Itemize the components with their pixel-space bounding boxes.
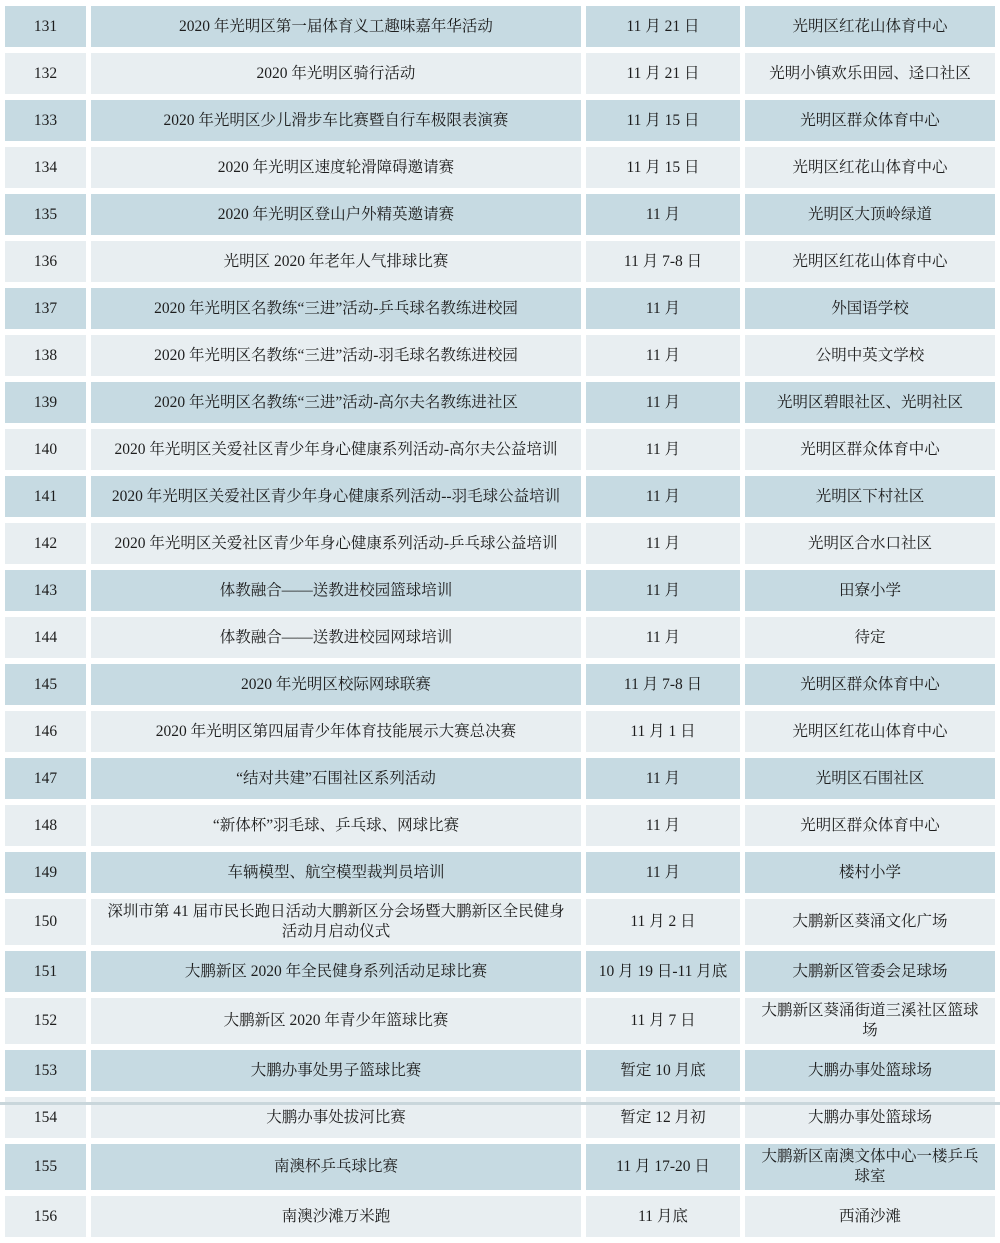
row-number-cell: 137 <box>5 288 86 329</box>
activity-cell: 大鹏办事处拔河比赛 <box>91 1097 581 1138</box>
date-cell: 11 月 <box>586 429 740 470</box>
activity-cell: 大鹏新区 2020 年全民健身系列活动足球比赛 <box>91 951 581 992</box>
activity-cell: 车辆模型、航空模型裁判员培训 <box>91 852 581 893</box>
date-cell: 11 月 17-20 日 <box>586 1144 740 1190</box>
date-cell: 11 月 <box>586 805 740 846</box>
table-row <box>5 951 995 992</box>
activity-cell: 2020 年光明区关爱社区青少年身心健康系列活动--羽毛球公益培训 <box>91 476 581 517</box>
row-number-cell: 140 <box>5 429 86 470</box>
location-cell: 光明区下村社区 <box>745 476 995 517</box>
table-row <box>5 288 995 329</box>
activity-cell: 2020 年光明区名教练“三进”活动-高尔夫名教练进社区 <box>91 382 581 423</box>
row-number-cell: 146 <box>5 711 86 752</box>
table-row <box>5 899 995 945</box>
row-number-cell: 153 <box>5 1050 86 1091</box>
date-cell: 11 月 1 日 <box>586 711 740 752</box>
row-number-cell: 141 <box>5 476 86 517</box>
activity-cell: 2020 年光明区名教练“三进”活动-羽毛球名教练进校园 <box>91 335 581 376</box>
location-cell: 大鹏新区南澳文体中心一楼乒乓球室 <box>745 1144 995 1190</box>
activity-cell: 体教融合——送教进校园网球培训 <box>91 617 581 658</box>
table-row <box>5 241 995 282</box>
row-number-cell: 150 <box>5 899 86 945</box>
table-row <box>5 53 995 94</box>
date-cell: 11 月 2 日 <box>586 899 740 945</box>
date-cell: 11 月 <box>586 758 740 799</box>
row-number-cell: 136 <box>5 241 86 282</box>
activity-cell: 体教融合——送教进校园篮球培训 <box>91 570 581 611</box>
table-row <box>5 998 995 1044</box>
row-number-cell: 134 <box>5 147 86 188</box>
table-row <box>5 852 995 893</box>
table-row <box>5 758 995 799</box>
date-cell: 11 月 7 日 <box>586 998 740 1044</box>
activity-cell: 2020 年光明区登山户外精英邀请赛 <box>91 194 581 235</box>
table-row <box>5 147 995 188</box>
activity-cell: 2020 年光明区名教练“三进”活动-乒乓球名教练进校园 <box>91 288 581 329</box>
row-number-cell: 154 <box>5 1097 86 1138</box>
location-cell: 田寮小学 <box>745 570 995 611</box>
activity-cell: 2020 年光明区第一届体育义工趣味嘉年华活动 <box>91 6 581 47</box>
activity-cell: 2020 年光明区骑行活动 <box>91 53 581 94</box>
date-cell: 10 月 19 日-11 月底 <box>586 951 740 992</box>
table-row <box>5 335 995 376</box>
row-number-cell: 143 <box>5 570 86 611</box>
location-cell: 西涌沙滩 <box>745 1196 995 1237</box>
location-cell: 大鹏新区葵涌文化广场 <box>745 899 995 945</box>
activity-cell: 大鹏办事处男子篮球比赛 <box>91 1050 581 1091</box>
row-number-cell: 135 <box>5 194 86 235</box>
date-cell: 11 月 21 日 <box>586 6 740 47</box>
date-cell: 11 月 <box>586 288 740 329</box>
row-number-cell: 138 <box>5 335 86 376</box>
activity-cell: 光明区 2020 年老年人气排球比赛 <box>91 241 581 282</box>
date-cell: 11 月 21 日 <box>586 53 740 94</box>
location-cell: 大鹏办事处篮球场 <box>745 1050 995 1091</box>
activity-cell: 深圳市第 41 届市民长跑日活动大鹏新区分会场暨大鹏新区全民健身活动月启动仪式 <box>91 899 581 945</box>
row-number-cell: 131 <box>5 6 86 47</box>
date-cell: 11 月 <box>586 335 740 376</box>
bottom-divider <box>0 1102 1000 1105</box>
activity-cell: 2020 年光明区校际网球联赛 <box>91 664 581 705</box>
location-cell: 大鹏新区管委会足球场 <box>745 951 995 992</box>
activity-cell: “结对共建”石围社区系列活动 <box>91 758 581 799</box>
row-number-cell: 144 <box>5 617 86 658</box>
date-cell: 11 月 15 日 <box>586 100 740 141</box>
table-row <box>5 194 995 235</box>
date-cell: 11 月 7-8 日 <box>586 241 740 282</box>
date-cell: 11 月 7-8 日 <box>586 664 740 705</box>
table-row <box>5 382 995 423</box>
table-row <box>5 100 995 141</box>
activity-cell: 2020 年光明区关爱社区青少年身心健康系列活动-乒乓球公益培训 <box>91 523 581 564</box>
row-number-cell: 142 <box>5 523 86 564</box>
row-number-cell: 145 <box>5 664 86 705</box>
table-row <box>5 617 995 658</box>
activities-table-body <box>5 6 995 1237</box>
date-cell: 11 月 <box>586 617 740 658</box>
date-cell: 暂定 10 月底 <box>586 1050 740 1091</box>
date-cell: 11 月 <box>586 382 740 423</box>
activity-cell: 南澳杯乒乓球比赛 <box>91 1144 581 1190</box>
table-row <box>5 429 995 470</box>
date-cell: 11 月 <box>586 570 740 611</box>
table-row <box>5 570 995 611</box>
activity-cell: 南澳沙滩万米跑 <box>91 1196 581 1237</box>
location-cell: 光明区红花山体育中心 <box>745 6 995 47</box>
table-row <box>5 711 995 752</box>
location-cell: 楼村小学 <box>745 852 995 893</box>
row-number-cell: 152 <box>5 998 86 1044</box>
date-cell: 11 月 <box>586 852 740 893</box>
location-cell: 光明区大顶岭绿道 <box>745 194 995 235</box>
location-cell: 光明区群众体育中心 <box>745 664 995 705</box>
location-cell: 光明区碧眼社区、光明社区 <box>745 382 995 423</box>
date-cell: 11 月 15 日 <box>586 147 740 188</box>
table-row <box>5 805 995 846</box>
table-row <box>5 476 995 517</box>
location-cell: 光明区红花山体育中心 <box>745 711 995 752</box>
table-row <box>5 523 995 564</box>
row-number-cell: 151 <box>5 951 86 992</box>
location-cell: 光明区群众体育中心 <box>745 805 995 846</box>
activity-cell: 2020 年光明区关爱社区青少年身心健康系列活动-高尔夫公益培训 <box>91 429 581 470</box>
date-cell: 11 月 <box>586 523 740 564</box>
table-row <box>5 1196 995 1237</box>
activity-cell: 2020 年光明区第四届青少年体育技能展示大赛总决赛 <box>91 711 581 752</box>
table-row <box>5 1144 995 1190</box>
date-cell: 11 月底 <box>586 1196 740 1237</box>
location-cell: 待定 <box>745 617 995 658</box>
activity-cell: 大鹏新区 2020 年青少年篮球比赛 <box>91 998 581 1044</box>
date-cell: 暂定 12 月初 <box>586 1097 740 1138</box>
table-row <box>5 1050 995 1091</box>
table-row <box>5 664 995 705</box>
row-number-cell: 132 <box>5 53 86 94</box>
location-cell: 公明中英文学校 <box>745 335 995 376</box>
location-cell: 大鹏新区葵涌街道三溪社区篮球场 <box>745 998 995 1044</box>
table-row <box>5 6 995 47</box>
location-cell: 光明区合水口社区 <box>745 523 995 564</box>
activity-cell: 2020 年光明区少儿滑步车比赛暨自行车极限表演赛 <box>91 100 581 141</box>
location-cell: 大鹏办事处篮球场 <box>745 1097 995 1138</box>
row-number-cell: 147 <box>5 758 86 799</box>
location-cell: 光明区红花山体育中心 <box>745 147 995 188</box>
row-number-cell: 156 <box>5 1196 86 1237</box>
row-number-cell: 139 <box>5 382 86 423</box>
location-cell: 外国语学校 <box>745 288 995 329</box>
row-number-cell: 148 <box>5 805 86 846</box>
location-cell: 光明区石围社区 <box>745 758 995 799</box>
location-cell: 光明区群众体育中心 <box>745 429 995 470</box>
location-cell: 光明区群众体育中心 <box>745 100 995 141</box>
row-number-cell: 155 <box>5 1144 86 1190</box>
location-cell: 光明区红花山体育中心 <box>745 241 995 282</box>
activity-cell: “新体杯”羽毛球、乒乓球、网球比赛 <box>91 805 581 846</box>
row-number-cell: 133 <box>5 100 86 141</box>
date-cell: 11 月 <box>586 194 740 235</box>
location-cell: 光明小镇欢乐田园、迳口社区 <box>745 53 995 94</box>
activity-cell: 2020 年光明区速度轮滑障碍邀请赛 <box>91 147 581 188</box>
date-cell: 11 月 <box>586 476 740 517</box>
row-number-cell: 149 <box>5 852 86 893</box>
